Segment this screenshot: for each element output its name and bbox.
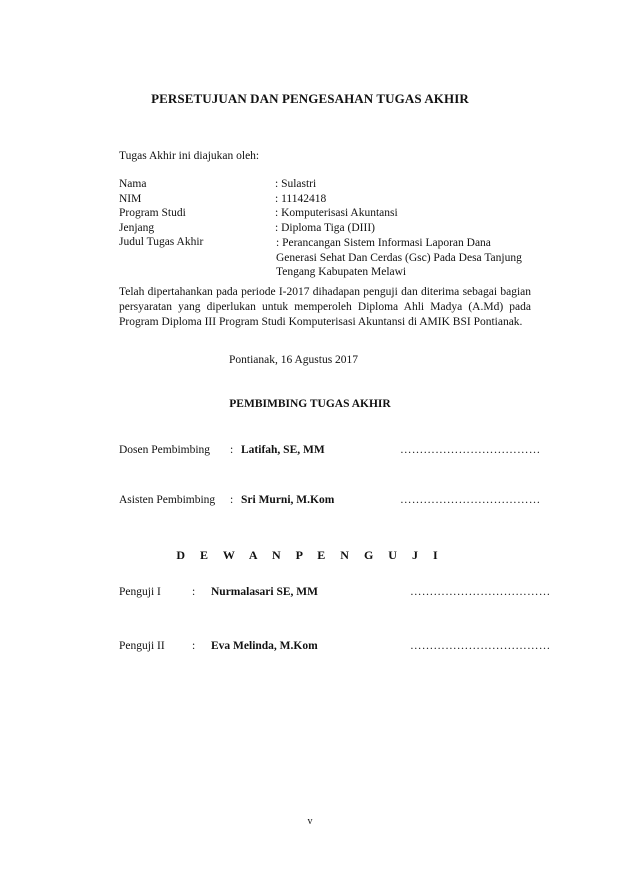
info-value: : Perancangan Sistem Informasi Laporan Dana Generasi Sehat Dan Cerdas (Gsc) Pada Desa Tanjung Tengang Kabupaten Melawi xyxy=(276,237,522,278)
info-label: Program Studi xyxy=(119,207,186,219)
place-date: Pontianak, 16 Agustus 2017 xyxy=(229,354,359,366)
signature-line: ……………………………… xyxy=(410,586,551,598)
info-label: NIM xyxy=(119,193,142,205)
info-label: Judul Tugas Akhir xyxy=(119,236,204,248)
info-label: Nama xyxy=(119,178,147,190)
signature-colon: : xyxy=(230,494,234,506)
page-title: PERSETUJUAN DAN PENGESAHAN TUGAS AKHIR xyxy=(151,91,469,106)
signature-name: Eva Melinda, M.Kom xyxy=(211,640,318,652)
signature-label: Penguji II xyxy=(119,640,165,652)
pembimbing-heading: PEMBIMBING TUGAS AKHIR xyxy=(229,398,391,410)
info-value: : Sulastri xyxy=(275,178,317,190)
signature-colon: : xyxy=(230,444,234,456)
signature-name: Nurmalasari SE, MM xyxy=(211,586,319,598)
info-value: : Komputerisasi Akuntansi xyxy=(275,207,398,219)
info-value: : 11142418 xyxy=(275,193,327,205)
approval-paragraph: Telah dipertahankan pada periode I-2017 dihadapan penguji dan diterima sebagai bagian persyaratan yang diperlukan untuk memperoleh Diploma Ahli Madya (A.Md) pada Program Diploma III Program Studi Komputerisasi Akuntansi di AMIK BSI Pontianak. xyxy=(119,286,531,328)
signature-label: Penguji I xyxy=(119,586,161,598)
signature-colon: : xyxy=(192,586,196,598)
info-label: Jenjang xyxy=(119,222,155,234)
page-number: v xyxy=(307,816,313,827)
signature-line: ……………………………… xyxy=(400,494,541,506)
info-value: : Diploma Tiga (DIII) xyxy=(275,222,375,234)
signature-colon: : xyxy=(192,640,196,652)
signature-label: Asisten Pembimbing xyxy=(119,494,216,506)
intro-text: Tugas Akhir ini diajukan oleh: xyxy=(119,150,260,162)
signature-name: Sri Murni, M.Kom xyxy=(241,494,335,506)
dewan-penguji-heading: D E W A N P E N G U J I xyxy=(176,548,444,562)
signature-label: Dosen Pembimbing xyxy=(119,444,211,456)
signature-line: ……………………………… xyxy=(410,640,551,652)
signature-line: ……………………………… xyxy=(400,444,541,456)
signature-name: Latifah, SE, MM xyxy=(241,444,325,456)
